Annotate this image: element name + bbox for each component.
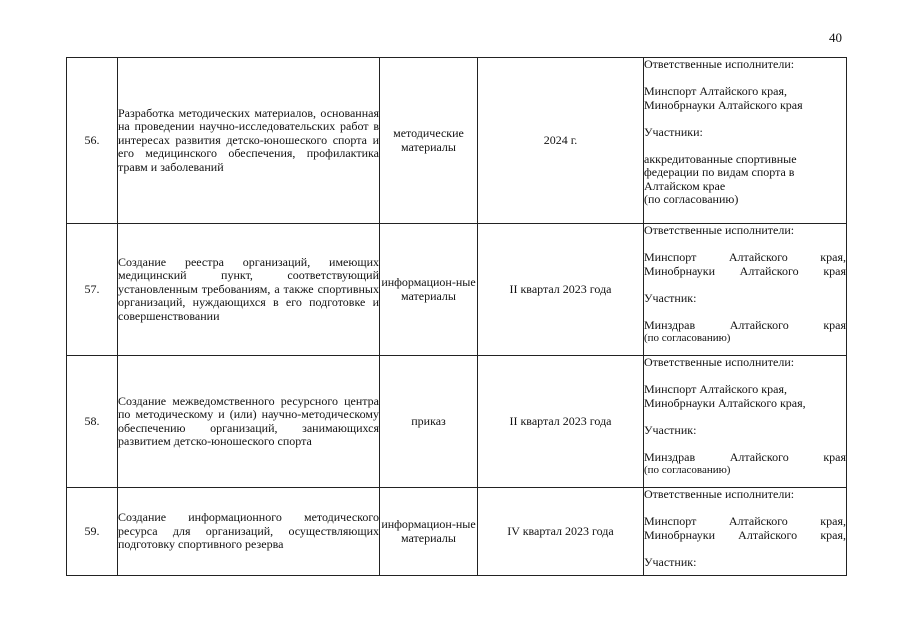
result-type: методические материалы xyxy=(380,58,478,224)
responsible-cell xyxy=(644,58,847,224)
participants-orgs: Минздрав Алтайского края xyxy=(644,449,846,464)
row-number: 57. xyxy=(67,224,118,356)
responsible-orgs: Минспорт Алтайского края, Минобрнауки Алтайского края, xyxy=(644,382,806,410)
participants-orgs: Минздрав Алтайского края xyxy=(644,317,846,332)
responsible-cell xyxy=(644,356,847,488)
participants-orgs: аккредитованные спортивные федерации по видам спорта в Алтайском крае xyxy=(644,151,797,193)
responsible-cell xyxy=(644,488,847,576)
result-type: приказ xyxy=(380,356,478,488)
table-row xyxy=(67,488,847,576)
participants-title: Участник: xyxy=(644,554,697,569)
row-number: 58. xyxy=(67,356,118,488)
responsible-cell xyxy=(644,224,847,356)
activity-name: Создание межведомственного ресурсного центра по методическому и (или) научно-методическому обеспечению организаций, занимающихся развитием детско-юношеского спорта xyxy=(118,393,379,448)
deadline: II квартал 2023 года xyxy=(478,224,644,356)
agreement-note: (по согласованию) xyxy=(644,192,739,206)
activity-name: Создание информационного методического ресурса для организаций, осуществляющих подготовку спортивного резерва xyxy=(118,510,379,552)
activity-name-cell xyxy=(118,58,380,224)
activity-name-cell xyxy=(118,356,380,488)
participants-title: Участник: xyxy=(644,290,697,305)
responsible-title: Ответственные исполнители: xyxy=(644,487,795,501)
row-number: 56. xyxy=(67,58,118,224)
agreement-note: (по согласованию) xyxy=(644,332,731,344)
deadline: IV квартал 2023 года xyxy=(478,488,644,576)
table-row xyxy=(67,58,847,224)
table-row xyxy=(67,224,847,356)
activity-name: Создание реестра организаций, имеющих медицинский пункт, соответствующий установленным требованиям, а также спортивных организаций, нуждающихся в его подготовке и совершенствовании xyxy=(118,254,379,323)
participants-title: Участники: xyxy=(644,124,703,139)
table-row xyxy=(67,356,847,488)
participants-title: Участник: xyxy=(644,422,697,437)
deadline: 2024 г. xyxy=(478,58,644,224)
activity-name-cell xyxy=(118,224,380,356)
plan-table xyxy=(66,57,847,576)
responsible-orgs: Минспорт Алтайского края, Минобрнауки Алтайского края xyxy=(644,84,803,112)
responsible-orgs: Минспорт Алтайского края, Минобрнауки Алтайского края, xyxy=(644,514,846,542)
responsible-orgs: Минспорт Алтайского края, Минобрнауки Алтайского края xyxy=(644,250,846,278)
activity-name: Разработка методических материалов, основанная на проведении научно-исследовательских работ в интересах развития детско-юношеского спорта и его медицинского обеспечения, профилактика травм и заболеваний xyxy=(118,105,379,174)
agreement-note: (по согласованию) xyxy=(644,464,731,476)
deadline: II квартал 2023 года xyxy=(478,356,644,488)
row-number: 59. xyxy=(67,488,118,576)
responsible-title: Ответственные исполнители: xyxy=(644,355,795,369)
responsible-title: Ответственные исполнители: xyxy=(644,223,795,237)
activity-name-cell xyxy=(118,488,380,576)
responsible-title: Ответственные исполнители: xyxy=(644,57,795,71)
result-type: информацион-ные материалы xyxy=(380,224,478,356)
page-number: 40 xyxy=(829,30,842,45)
result-type: информацион-ные материалы xyxy=(380,488,478,576)
